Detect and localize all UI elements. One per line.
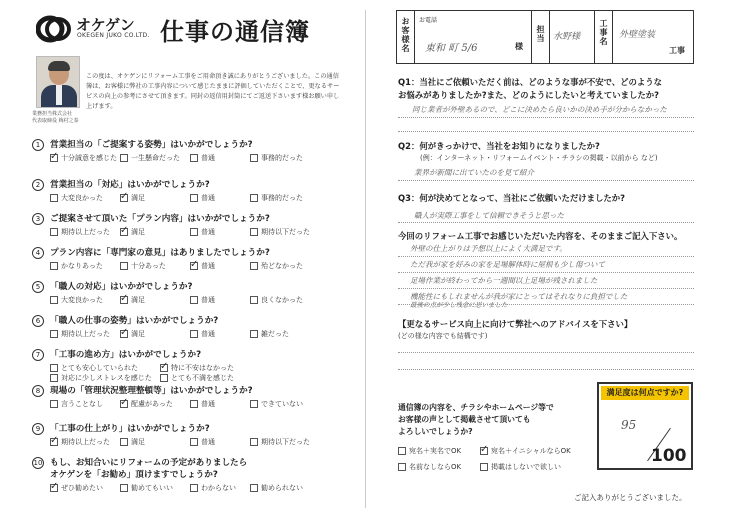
- option-label: 期待以上だった: [61, 228, 110, 236]
- answer-option[interactable]: [120, 295, 145, 305]
- page-title: 仕事の通信簿: [160, 18, 310, 46]
- question-text: 営業担当の「ご提案する姿勢」はいかがでしょうか?: [50, 140, 253, 150]
- answer-option[interactable]: [250, 329, 289, 339]
- checkbox[interactable]: [50, 194, 58, 202]
- option-label: 普通: [201, 194, 215, 202]
- staff-label: 担当: [536, 25, 545, 43]
- answer-option[interactable]: [50, 363, 138, 373]
- option-label: 満足: [131, 194, 145, 202]
- option-label: 期待以下だった: [261, 228, 310, 236]
- checkbox[interactable]: [250, 484, 258, 492]
- q3-answer: 職人が実際工事をして信頼できそうと思った: [414, 211, 564, 220]
- question-text: 「工事の進め方」はいかがでしょうか?: [50, 350, 202, 360]
- question-number: 3: [32, 213, 44, 225]
- option-label: 普通: [201, 330, 215, 338]
- publish-option[interactable]: [480, 446, 571, 456]
- option-label: 普通: [201, 154, 215, 162]
- answer-option[interactable]: [190, 153, 215, 163]
- option-label: 良くなかった: [261, 296, 303, 304]
- president-photo: [36, 56, 80, 108]
- question-number: 1: [32, 139, 44, 151]
- checkbox[interactable]: [50, 330, 58, 338]
- checkbox[interactable]: [250, 400, 258, 408]
- answer-option[interactable]: [120, 261, 166, 271]
- president-caption: 業務担当株式会社 代表取締役 梅村之泰: [32, 111, 79, 124]
- option-label: 普通: [201, 262, 215, 270]
- checkbox[interactable]: [120, 262, 128, 270]
- answer-option[interactable]: [190, 329, 215, 339]
- answer-line: [398, 304, 694, 305]
- option-label: 期待以下だった: [261, 438, 310, 446]
- question-text: 現場の「管理状況整理整頓等」はいかがでしょうか?: [50, 386, 253, 396]
- answer-option[interactable]: [50, 295, 103, 305]
- checkbox[interactable]: [160, 374, 168, 382]
- option-label: 十分誠意を感じた: [61, 154, 117, 162]
- answer-option[interactable]: [50, 437, 110, 447]
- option-label: 事務的だった: [261, 154, 303, 162]
- option-label: 普通: [201, 228, 215, 236]
- option-label: 満足: [131, 330, 145, 338]
- answer-option[interactable]: [190, 483, 236, 493]
- work-suffix: 工事: [669, 46, 685, 55]
- answer-option[interactable]: [50, 193, 103, 203]
- checkbox[interactable]: [190, 484, 198, 492]
- checked-checkbox[interactable]: [50, 484, 58, 492]
- option-label: 大変良かった: [61, 296, 103, 304]
- checked-checkbox[interactable]: [120, 194, 128, 202]
- publish-option[interactable]: [480, 462, 561, 472]
- q1-answer: 同じ業者が外壁あるので、どこに決めたら良いかの決め手が分からなかった: [412, 105, 667, 114]
- checked-checkbox[interactable]: [50, 438, 58, 446]
- answer-option[interactable]: [50, 399, 103, 409]
- checkbox[interactable]: [50, 228, 58, 236]
- answer-option[interactable]: [250, 295, 303, 305]
- answer-option[interactable]: [250, 227, 310, 237]
- option-label: 大変良かった: [61, 194, 103, 202]
- work-label: 工事名: [599, 19, 608, 46]
- q5-text: 【更なるサービス向上に向けて弊社へのアドバイスを下さい】: [398, 319, 633, 329]
- checkbox[interactable]: [120, 484, 128, 492]
- option-label: ぜひ勧めたい: [61, 484, 103, 492]
- answer-option[interactable]: [250, 399, 303, 409]
- option-label: わからない: [201, 484, 236, 492]
- q2-answer: 業界が新聞に出ていたのを見て紹介: [414, 168, 534, 177]
- option-label: 雑だった: [261, 330, 289, 338]
- checkbox[interactable]: [190, 194, 198, 202]
- handwritten-line: ただ我が家を好みの家を足場解体時に屋根も少し傷ついて: [410, 260, 605, 269]
- answer-option[interactable]: [190, 399, 215, 409]
- question-number: 7: [32, 349, 44, 361]
- answer-option[interactable]: [120, 329, 145, 339]
- checked-checkbox[interactable]: [120, 296, 128, 304]
- answer-option[interactable]: [190, 193, 215, 203]
- checkbox[interactable]: [250, 228, 258, 236]
- answer-option[interactable]: [250, 261, 303, 271]
- answer-option[interactable]: [120, 399, 173, 409]
- option-label: 一生懸命だった: [131, 154, 180, 162]
- checkbox[interactable]: [250, 262, 258, 270]
- option-label: 期待以上だった: [61, 438, 110, 446]
- handwritten-line: 機能性にもしれませんが我が家にとってはそれなりに負担でした: [410, 292, 628, 301]
- q5-sub: (どの様な内容でも結構です): [398, 332, 488, 340]
- answer-option[interactable]: [250, 483, 303, 493]
- option-label: 殆どなかった: [261, 262, 303, 270]
- checkbox[interactable]: [250, 438, 258, 446]
- option-label: 普通: [201, 400, 215, 408]
- answer-option[interactable]: [50, 329, 110, 339]
- option-label: かなりあった: [61, 262, 103, 270]
- option-label: 言うことなし: [61, 400, 103, 408]
- option-label: 事務的だった: [261, 194, 303, 202]
- answer-line: [398, 117, 694, 118]
- question-text: オケゲンを「お勧め」頂けますでしょうか?: [50, 470, 218, 480]
- option-label: とても安心していられた: [61, 364, 138, 372]
- answer-line: [398, 352, 694, 353]
- brand-name: オケゲン: [76, 16, 135, 34]
- answer-line: [398, 369, 694, 370]
- checkbox[interactable]: [50, 364, 58, 372]
- checkbox[interactable]: [50, 374, 58, 382]
- checkbox[interactable]: [250, 330, 258, 338]
- answer-option[interactable]: [190, 295, 215, 305]
- checkbox[interactable]: [398, 447, 406, 455]
- answer-option[interactable]: [190, 261, 215, 271]
- checkbox[interactable]: [190, 154, 198, 162]
- option-label: 宛名＋実名でOK: [409, 447, 462, 455]
- checkbox[interactable]: [190, 228, 198, 236]
- footer-thanks: ご記入ありがとうございました。: [574, 493, 687, 502]
- option-label: 勧められない: [261, 484, 303, 492]
- answer-option[interactable]: [190, 437, 215, 447]
- q1-text-2: お悩みがありましたか?また、どのようにしたいと考えていましたか?: [398, 90, 659, 100]
- checkbox[interactable]: [250, 194, 258, 202]
- checked-checkbox[interactable]: [160, 364, 168, 372]
- option-label: 普通: [201, 296, 215, 304]
- q2-text: Q2：何がきっかけで、当社をお知りになりましたか?: [398, 141, 600, 151]
- option-label: 普通: [201, 438, 215, 446]
- answer-option[interactable]: [160, 373, 234, 383]
- checkbox[interactable]: [190, 438, 198, 446]
- option-label: 宛名＋イニシャルならOK: [491, 447, 571, 455]
- answer-option[interactable]: [50, 261, 103, 271]
- option-label: 勧めてもいい: [131, 484, 173, 492]
- checkbox[interactable]: [120, 438, 128, 446]
- checkbox[interactable]: [50, 296, 58, 304]
- answer-option[interactable]: [120, 227, 145, 237]
- question-text: ご提案させて頂いた「プラン内容」はいかがでしょうか?: [50, 214, 270, 224]
- checkbox[interactable]: [50, 400, 58, 408]
- question-text: 営業担当の「対応」はいかがでしょうか?: [50, 180, 210, 190]
- answer-line: [398, 222, 694, 223]
- answer-option[interactable]: [190, 227, 215, 237]
- answer-line: [398, 256, 694, 257]
- score-value: 95: [621, 418, 637, 432]
- customer-name: 東和 町 5/6: [425, 43, 478, 54]
- q4-text: 今回のリフォーム工事でお感じいただいた内容を、そのままご記入下さい。: [398, 231, 683, 241]
- question-text: 「工事の仕上がり」はいかがでしょうか?: [50, 424, 210, 434]
- checkbox[interactable]: [398, 463, 406, 471]
- checkbox[interactable]: [250, 154, 258, 162]
- checkbox[interactable]: [190, 400, 198, 408]
- question-number: 8: [32, 385, 44, 397]
- answer-option[interactable]: [50, 153, 117, 163]
- answer-option[interactable]: [50, 227, 110, 237]
- phone-label: お電話: [419, 17, 438, 24]
- checkbox[interactable]: [120, 154, 128, 162]
- answer-option[interactable]: [250, 437, 310, 447]
- q6-text-2: お客様の声として掲載させて頂いても: [398, 415, 531, 424]
- option-label: 対応に少しストレスを感じた: [61, 374, 152, 382]
- q6-text: 通信簿の内容を、チラシやホームページ等で: [398, 403, 554, 412]
- intro-text: この度は、オケゲンにリフォーム工事をご用命頂き誠にありがとうございました。この通信簿は、お客様に弊社の工事内容について感じたままに評価していただくことで、更なるサービスの向上の参考にさせて頂きます。同封の返信用封筒にてご返送下さいます様お願い申し上げます。: [86, 73, 340, 110]
- question-text: プラン内容に「専門家の意見」はありましたでしょうか?: [50, 248, 270, 258]
- question-number: 5: [32, 281, 44, 293]
- answer-option[interactable]: [120, 153, 180, 163]
- q2-example: (例：インターネット・リフォームイベント・チラシの掲載・以前から など): [420, 154, 658, 162]
- checkbox[interactable]: [190, 330, 198, 338]
- question-number: 9: [32, 423, 44, 435]
- checked-checkbox[interactable]: [120, 228, 128, 236]
- answer-line: [398, 272, 694, 273]
- publish-option[interactable]: [398, 446, 461, 456]
- question-text: 「職人の対応」はいかがでしょうか?: [50, 282, 193, 292]
- q6-text-3: よろしいでしょうか?: [398, 427, 473, 436]
- publish-option[interactable]: [398, 462, 461, 472]
- q1-text: Q1：当社にご依頼いただく前は、どのような事が不安で、どのような: [398, 77, 663, 87]
- score-title: 満足度は何点ですか?: [601, 386, 689, 400]
- handwritten-line: 外壁の仕上がりは予想以上によく大満足です。: [410, 244, 567, 253]
- answer-option[interactable]: [120, 437, 145, 447]
- checkbox[interactable]: [480, 463, 488, 471]
- staff-name: 水野様: [553, 32, 581, 42]
- customer-info-box: [396, 10, 694, 64]
- score-max: 100: [651, 446, 687, 466]
- answer-line: [398, 180, 694, 181]
- handwritten-line: 最後の点が少し残念に思いました: [410, 301, 508, 309]
- work-name: 外壁塗装: [619, 30, 656, 40]
- answer-option[interactable]: [120, 193, 145, 203]
- answer-option[interactable]: [160, 363, 234, 373]
- brand-subtitle: OKEGEN JUKO CO.LTD.: [77, 32, 150, 39]
- answer-option[interactable]: [250, 153, 303, 163]
- option-label: 十分あった: [131, 262, 166, 270]
- answer-line: [398, 288, 694, 289]
- question-number: 6: [32, 315, 44, 327]
- answer-option[interactable]: [50, 373, 152, 383]
- option-label: 満足: [131, 438, 145, 446]
- checkbox[interactable]: [50, 262, 58, 270]
- answer-option[interactable]: [250, 193, 303, 203]
- option-label: 特に不安はなかった: [171, 364, 234, 372]
- option-label: 名前なしならOK: [409, 463, 462, 471]
- checked-checkbox[interactable]: [120, 400, 128, 408]
- satisfaction-score-box: [597, 382, 693, 470]
- option-label: できていない: [261, 400, 303, 408]
- checkbox[interactable]: [250, 296, 258, 304]
- checked-checkbox[interactable]: [50, 154, 58, 162]
- option-label: 満足: [131, 228, 145, 236]
- honorific: 様: [515, 42, 523, 51]
- option-label: とても不満を感じた: [171, 374, 234, 382]
- question-number: 2: [32, 179, 44, 191]
- option-label: 期待以上だった: [61, 330, 110, 338]
- question-text: もし、お知合いにリフォームの予定がありましたら: [50, 458, 248, 468]
- answer-option[interactable]: [50, 483, 103, 493]
- question-number: 4: [32, 247, 44, 259]
- option-label: 満足: [131, 296, 145, 304]
- answer-option[interactable]: [120, 483, 173, 493]
- customer-label: お客様名: [401, 17, 410, 53]
- option-label: 配慮があった: [131, 400, 173, 408]
- answer-line: [398, 131, 694, 132]
- checked-checkbox[interactable]: [190, 262, 198, 270]
- okegen-logo-icon: [36, 14, 72, 44]
- handwritten-line: 足場作業が終わってから一週間以上足場が残されました: [410, 276, 598, 285]
- checked-checkbox[interactable]: [480, 447, 488, 455]
- page-divider: [365, 10, 366, 508]
- checkbox[interactable]: [190, 296, 198, 304]
- question-text: 「職人の仕事の姿勢」はいかがでしょうか?: [50, 316, 219, 326]
- checked-checkbox[interactable]: [120, 330, 128, 338]
- q3-text: Q3：何が決めてとなって、当社にご依頼いただけましたか?: [398, 193, 626, 203]
- option-label: 掲載はしないで欲しい: [491, 463, 561, 471]
- question-number: 10: [33, 459, 43, 467]
